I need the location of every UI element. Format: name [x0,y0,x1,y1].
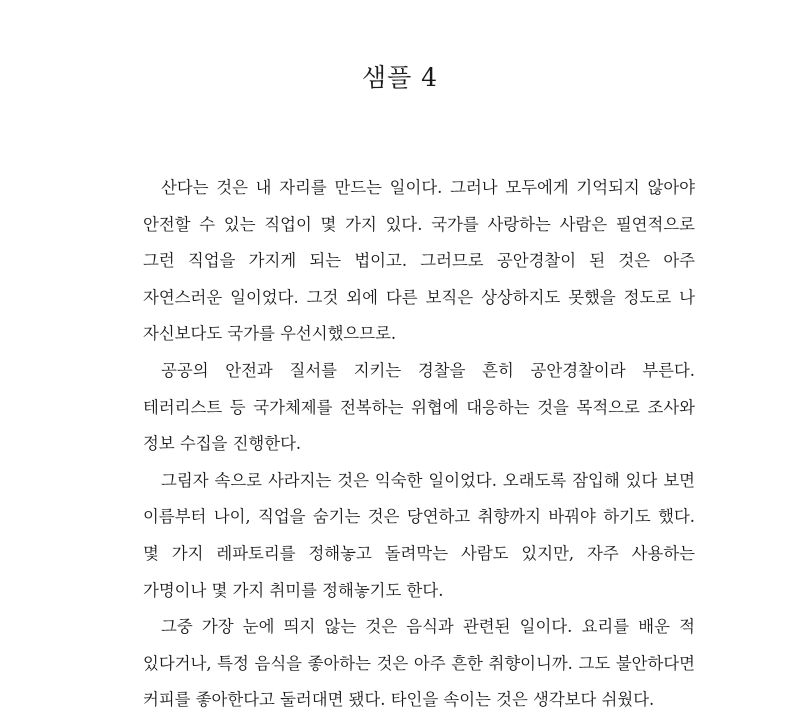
paragraph-3: 그림자 속으로 사라지는 것은 익숙한 일이었다. 오래도록 잠입해 있다 보면 이름부터 나이, 직업을 숨기는 것은 당연하고 취향까지 바꿔야 하기도 했다. 몇 가지 레파토리를 정해놓고 돌려막는 사람도 있지만, 자주 사용하는 가명이나 몇 가지 취미를 정해놓기도 한다. [143,470,695,600]
paragraph-4: 그중 가장 눈에 띄지 않는 것은 음식과 관련된 일이다. 요리를 배운 적 있다거나, 특정 음식을 좋아하는 것은 아주 흔한 취향이니까. 그도 불안하다면 커피를 좋아한다고 둘러대면 됐다. 타인을 속이는 것은 생각보다 쉬웠다. [143,617,695,710]
page-title: 샘플 4 [361,63,439,92]
paragraph-1: 산다는 것은 내 자리를 만드는 일이다. 그러나 모두에게 기억되지 않아야 안전할 수 있는 직업이 몇 가지 있다. 국가를 사랑하는 사람은 필연적으로 그런 직업을 가지게 되는 법이고. 그러므로 공안경찰이 된 것은 아주 자연스러운 일이었다. 그것 외에 다른 보직은 상상하지도 못했을 정도로 나 자신보다도 국가를 우선시했으므로. [143,178,695,344]
paragraph-2: 공공의 안전과 질서를 지키는 경찰을 흔히 공안경찰이라 부른다. 테러리스트 등 국가체제를 전복하는 위협에 대응하는 것을 목적으로 조사와 정보 수집을 진행한다. [143,360,695,454]
body-text [143,170,695,719]
